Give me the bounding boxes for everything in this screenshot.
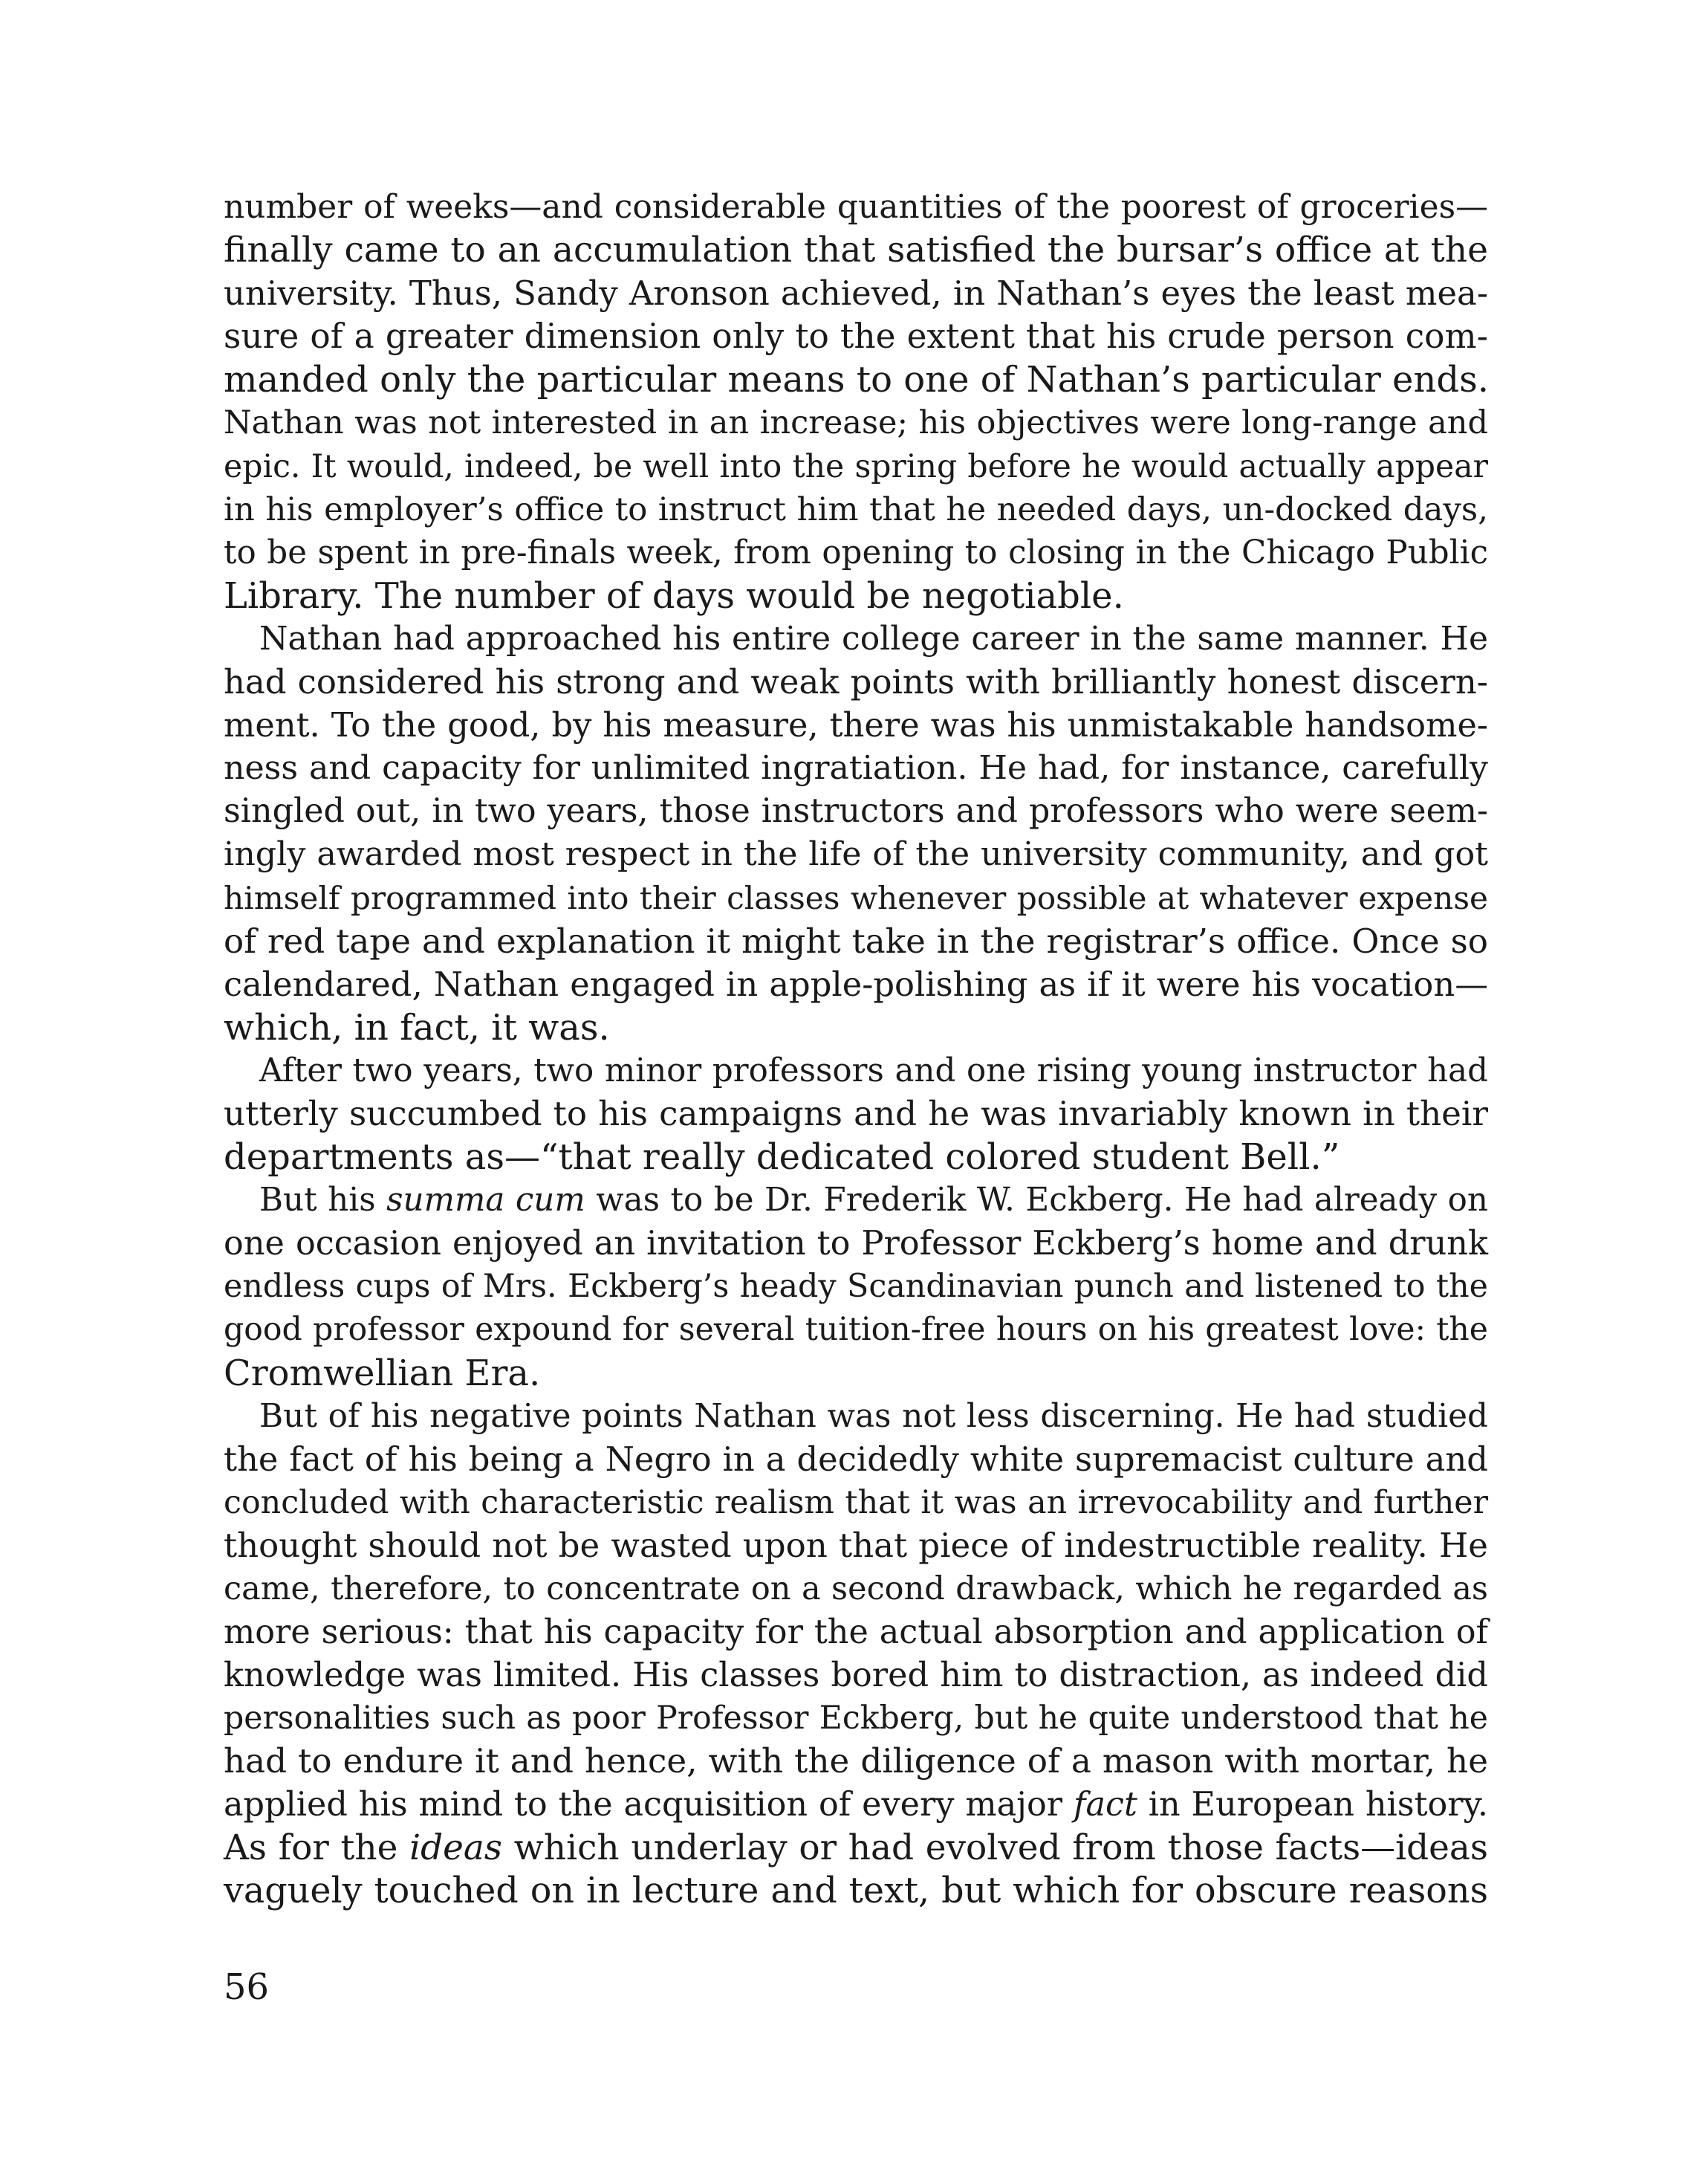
text-line: the fact of his being a Negro in a decidedly white supremacist culture and: [224, 1439, 1488, 1479]
text-line: good professor expound for several tuition-free hours on his greatest love: the: [224, 1311, 1488, 1349]
text-line: had considered his strong and weak points with brilliantly honest discern-: [224, 662, 1488, 702]
text-line: sure of a greater dimension only to the extent that his crude person com-: [224, 317, 1488, 357]
text-line: had to endure it and hence, with the diligence of a mason with mortar, he: [224, 1741, 1488, 1781]
text-line: of red tape and explanation it might take in the registrar’s office. Once so: [224, 921, 1488, 961]
text-line: manded only the particular means to one of Nathan’s particular ends.: [224, 359, 1489, 401]
text-line: came, therefore, to concentrate on a second drawback, which he regarded as: [224, 1570, 1488, 1607]
text-line: singled out, in two years, those instructors and professors who were seem-: [224, 792, 1488, 831]
text-line: knowledge was limited. His classes bored him to distraction, as indeed did: [224, 1656, 1488, 1695]
text-line: applied his mind to the acquisition of every major fact in European history.: [224, 1785, 1488, 1824]
text-line: utterly succumbed to his campaigns and he was invariably known in their: [224, 1093, 1488, 1133]
text-line: As for the ideas which underlay or had evolved from those facts—ideas: [224, 1827, 1488, 1868]
text-line: one occasion enjoyed an invitation to Professor Eckberg’s home and drunk: [224, 1224, 1488, 1263]
text-line: departments as—“that really dedicated colored student Bell.”: [224, 1136, 1340, 1179]
text-line: thought should not be wasted upon that piece of indestructible reality. He: [224, 1525, 1488, 1565]
text-line: personalities such as poor Professor Eckberg, but he quite understood that he: [224, 1700, 1488, 1737]
text-line: After two years, two minor professors and one rising young instructor had: [259, 1052, 1488, 1089]
text-line: more serious: that his capacity for the actual absorption and application of: [224, 1613, 1488, 1652]
text-line: vaguely touched on in lecture and text, but which for obscure reasons: [224, 1870, 1488, 1911]
text-line: which, in fact, it was.: [224, 1006, 610, 1049]
text-line: ment. To the good, by his measure, there was his unmistakable handsome-: [224, 706, 1488, 745]
text-line: calendared, Nathan engaged in apple-polishing as if it were his vocation—: [224, 964, 1488, 1004]
text-line: number of weeks—and considerable quantities of the poorest of groceries—: [224, 188, 1488, 226]
text-line: ingly awarded most respect in the life of the university community, and got: [224, 835, 1488, 874]
body-text: [224, 186, 1488, 1913]
text-line: finally came to an accumulation that satisfied the bursar’s office at the: [224, 230, 1488, 271]
text-line: endless cups of Mrs. Eckberg’s heady Scandinavian punch and listened to the: [224, 1268, 1488, 1306]
text-line: epic. It would, indeed, be well into the spring before he would actually appear: [224, 447, 1488, 485]
text-line: Nathan had approached his entire college career in the same manner. He: [259, 619, 1488, 658]
text-line: to be spent in pre-finals week, from opening to closing in the Chicago Public: [224, 534, 1488, 571]
page-number: 56: [224, 1966, 270, 2008]
text-line: But of his negative points Nathan was not less discerning. He had studied: [259, 1396, 1488, 1435]
text-line: university. Thus, Sandy Aronson achieved, in Nathan’s eyes the least mea-: [224, 273, 1488, 314]
text-line: himself programmed into their classes whenever possible at whatever expense: [224, 879, 1488, 916]
text-line: ness and capacity for unlimited ingratiation. He had, for instance, carefully: [224, 749, 1488, 788]
text-line: in his employer’s office to instruct him that he needed days, un-docked days,: [224, 490, 1488, 528]
text-line: Nathan was not interested in an increase; his objectives were long-range and: [224, 404, 1488, 442]
text-line: Library. The number of days would be negotiable.: [224, 574, 1124, 617]
text-line: concluded with characteristic realism that it was an irrevocability and further: [224, 1483, 1488, 1521]
text-line: Cromwellian Era.: [224, 1352, 541, 1394]
text-line: But his summa cum was to be Dr. Frederik W. Eckberg. He had already on: [259, 1181, 1488, 1219]
